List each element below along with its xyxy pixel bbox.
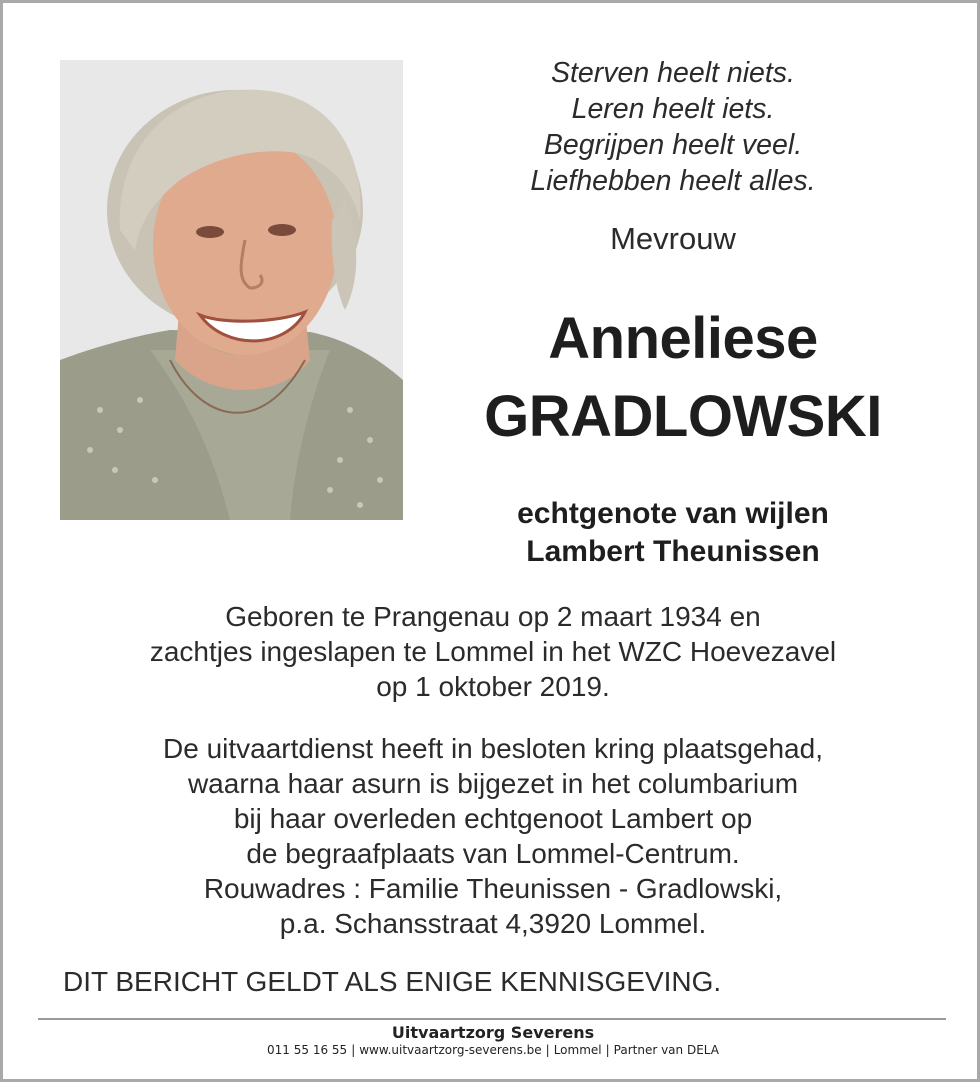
spouse-line: echtgenote van wijlen	[517, 497, 829, 530]
poem	[423, 55, 923, 199]
first-name: Anneliese	[548, 306, 818, 371]
service-line: De uitvaartdienst heeft in besloten kring plaatsgehad,	[163, 733, 823, 764]
birth-death-line: zachtjes ingeslapen te Lommel in het WZC Hoevezavel	[149, 636, 837, 667]
portrait-photo	[60, 60, 403, 520]
birth-death-text	[43, 599, 943, 704]
website-link[interactable]: www.uitvaartzorg-severens.be	[359, 1043, 542, 1057]
service-text	[43, 731, 943, 941]
service-line: de begraafplaats van Lommel-Centrum.	[246, 838, 740, 869]
spouse-info	[423, 495, 923, 571]
phone-number: 011 55 16 55	[267, 1043, 348, 1057]
separator: |	[545, 1043, 550, 1057]
deceased-name	[433, 300, 933, 456]
notice-text: DIT BERICHT GELDT ALS ENIGE KENNISGEVING.	[63, 966, 722, 997]
portrait-illustration	[60, 60, 403, 520]
separator: |	[351, 1043, 356, 1057]
poem-line: Begrijpen heelt veel.	[543, 129, 803, 161]
honorific-title: Mevrouw	[610, 221, 736, 256]
last-name: GRADLOWSKI	[484, 384, 882, 449]
service-line: p.a. Schansstraat 4,3920 Lommel.	[279, 908, 707, 939]
poem-line: Sterven heelt niets.	[551, 57, 795, 89]
undertaker-name: Uitvaartzorg Severens	[391, 1023, 595, 1042]
birth-death-line: op 1 oktober 2019.	[376, 671, 610, 702]
separator: |	[605, 1043, 610, 1057]
footer-contact	[43, 1043, 943, 1057]
service-line: bij haar overleden echtgenoot Lambert op	[233, 803, 753, 834]
partner: Partner van DELA	[613, 1043, 719, 1057]
service-line: Rouwadres : Familie Theunissen - Gradlowski,	[203, 873, 783, 904]
town: Lommel	[553, 1043, 602, 1057]
service-line: waarna haar asurn is bijgezet in het columbarium	[187, 768, 799, 799]
footer-divider	[38, 1018, 946, 1020]
spouse-name: Lambert Theunissen	[526, 535, 820, 568]
birth-death-line: Geboren te Prangenau op 2 maart 1934 en	[225, 601, 761, 632]
poem-line: Leren heelt iets.	[571, 93, 775, 125]
poem-line: Liefhebben heelt alles.	[530, 165, 816, 197]
